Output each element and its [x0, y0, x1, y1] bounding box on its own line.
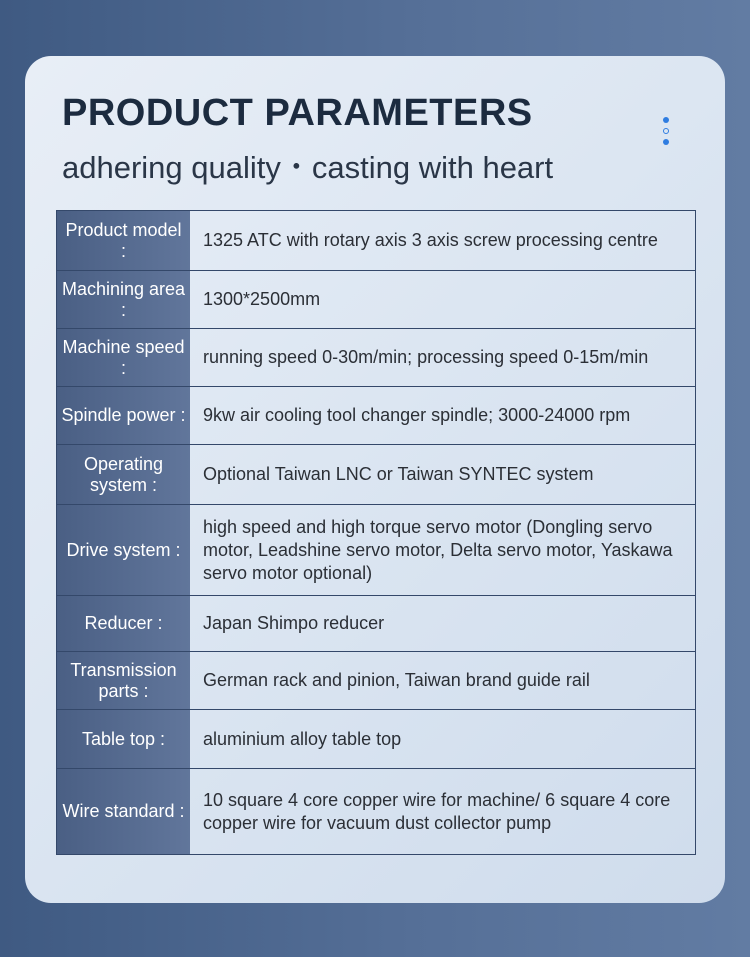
row-label: Product model :: [57, 211, 190, 270]
parameters-card: [25, 56, 725, 903]
table-row: [57, 709, 695, 768]
vertical-dots-icon: [663, 117, 673, 150]
row-label: Machining area :: [57, 271, 190, 328]
row-label: Operating system :: [57, 445, 190, 504]
dot-icon: [663, 117, 669, 123]
page-title: PRODUCT PARAMETERS: [62, 92, 533, 134]
table-row: [57, 595, 695, 651]
row-label: Transmission parts :: [57, 652, 190, 709]
table-row: [57, 444, 695, 504]
row-label: Machine speed :: [57, 329, 190, 386]
row-label: Wire standard :: [57, 769, 190, 854]
table-row: [57, 504, 695, 595]
row-value: 1300*2500mm: [203, 289, 321, 309]
row-value: Japan Shimpo reducer: [203, 613, 385, 633]
page-subtitle: adhering quality・casting with heart: [62, 150, 554, 185]
row-value: running speed 0-30m/min; processing speed 0-15m/min: [203, 347, 649, 367]
table-row: [57, 328, 695, 386]
parameters-table: [56, 210, 696, 855]
table-row: [57, 651, 695, 709]
row-label: Drive system :: [57, 505, 190, 595]
row-value: German rack and pinion, Taiwan brand guide rail: [203, 670, 590, 690]
table-row: [57, 386, 695, 444]
table-row: [57, 270, 695, 328]
table-row: [57, 211, 695, 270]
dot-icon: [663, 139, 669, 145]
row-value: 9kw air cooling tool changer spindle; 3000-24000 rpm: [203, 405, 631, 425]
row-label: Reducer :: [57, 596, 190, 651]
row-label: Spindle power :: [57, 387, 190, 444]
table-row: [57, 768, 695, 854]
row-value: aluminium alloy table top: [203, 728, 402, 749]
row-value: Optional Taiwan LNC or Taiwan SYNTEC system: [203, 464, 594, 484]
row-value: high speed and high torque servo motor (Dongling servo motor, Leadshine servo motor, Delta servo motor, Yaskawa servo motor optional): [203, 516, 673, 583]
row-value: 1325 ATC with rotary axis 3 axis screw processing centre: [203, 230, 658, 250]
dot-icon: [663, 128, 669, 134]
row-label: Table top :: [57, 710, 190, 768]
row-value: 10 square 4 core copper wire for machine/ 6 square 4 core copper wire for vacuum dust collector pump: [203, 789, 671, 833]
